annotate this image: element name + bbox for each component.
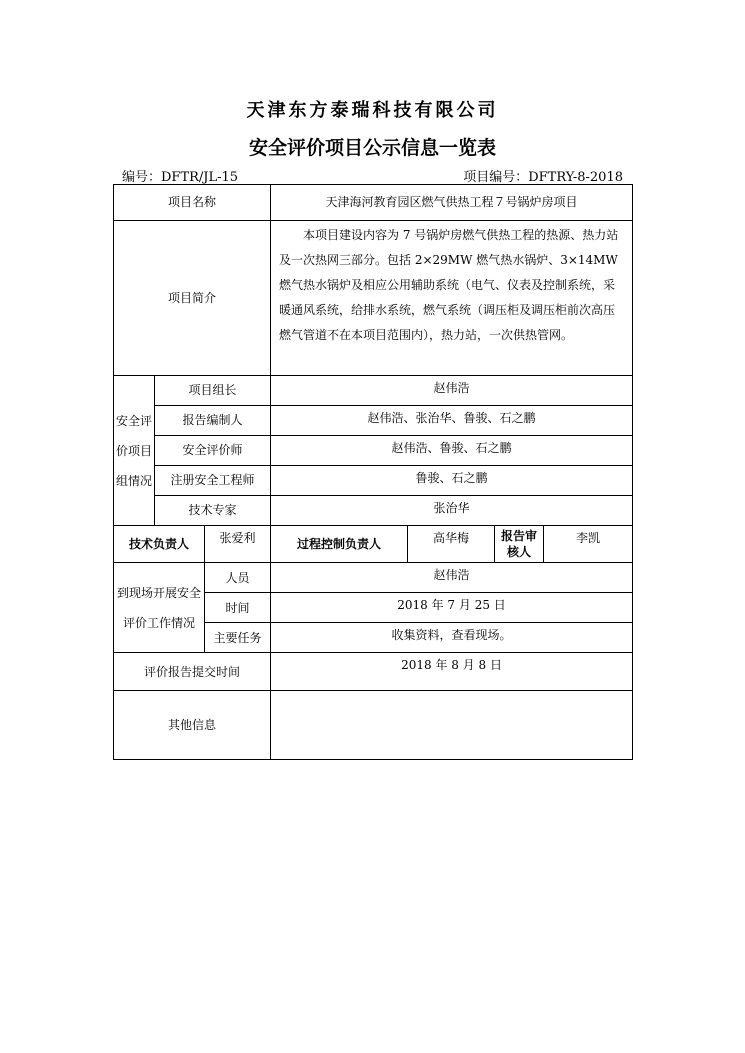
team-role-label: 注册安全工程师: [155, 466, 271, 496]
site-work-label: 到现场开展安全评价工作情况: [114, 563, 205, 653]
team-names: 赵伟浩: [271, 376, 633, 406]
team-names: 赵伟浩、鲁骏、石之鹏: [271, 436, 633, 466]
info-table: [113, 184, 633, 760]
reviewer-label: 报告审核人: [495, 526, 544, 563]
site-task-label: 主要任务: [205, 623, 271, 653]
project-name-label: 项目名称: [114, 185, 271, 221]
project-code: 项目编号：DFTRY-8-2018: [463, 170, 623, 185]
project-intro-text: 本项目建设内容为 7 号锅炉房燃气供热工程的热源、热力站及一次热网三部分。包括 2×29MW 燃气热水锅炉、3×14MW 燃气热水锅炉及相应公用辅助系统（电气、仪表及控制系统，采暖通风系统，给排水系统，燃气系统（调压柜及调压柜前次高压燃气管道不在本项目范围内），热力站，一次供热管网。: [271, 221, 633, 376]
tech-lead-value: 张爱利: [205, 526, 271, 563]
submit-time-label: 评价报告提交时间: [114, 653, 271, 691]
site-time-label: 时间: [205, 593, 271, 623]
team-role-label: 安全评价师: [155, 436, 271, 466]
process-lead-value: 高华梅: [408, 526, 495, 563]
process-lead-label: 过程控制负责人: [271, 526, 408, 563]
team-group-label: 安全评价项目组情况: [114, 376, 155, 526]
other-info-value: [271, 691, 633, 760]
site-people-label: 人员: [205, 563, 271, 593]
document-code: 编号：DFTR/JL-15: [122, 170, 239, 185]
team-role-label: 项目组长: [155, 376, 271, 406]
site-people-value: 赵伟浩: [271, 563, 633, 593]
team-names: 鲁骏、石之鹏: [271, 466, 633, 496]
tech-lead-label: 技术负责人: [114, 526, 205, 563]
team-role-label: 报告编制人: [155, 406, 271, 436]
team-names: 张治华: [271, 496, 633, 526]
company-name: 天津东方泰瑞科技有限公司: [246, 100, 499, 121]
other-info-label: 其他信息: [114, 691, 271, 760]
document-title: 安全评价项目公示信息一览表: [248, 137, 496, 159]
team-names: 赵伟浩、张治华、鲁骏、石之鹏: [271, 406, 633, 436]
reviewer-value: 李凯: [544, 526, 633, 563]
project-intro-label: 项目简介: [114, 221, 271, 376]
site-time-value: 2018 年 7 月 25 日: [271, 593, 633, 623]
team-role-label: 技术专家: [155, 496, 271, 526]
project-name-value: 天津海河教育园区燃气供热工程７号锅炉房项目: [271, 185, 633, 221]
site-task-value: 收集资料，查看现场。: [271, 623, 633, 653]
submit-time-value: 2018 年 8 月 8 日: [271, 653, 633, 691]
